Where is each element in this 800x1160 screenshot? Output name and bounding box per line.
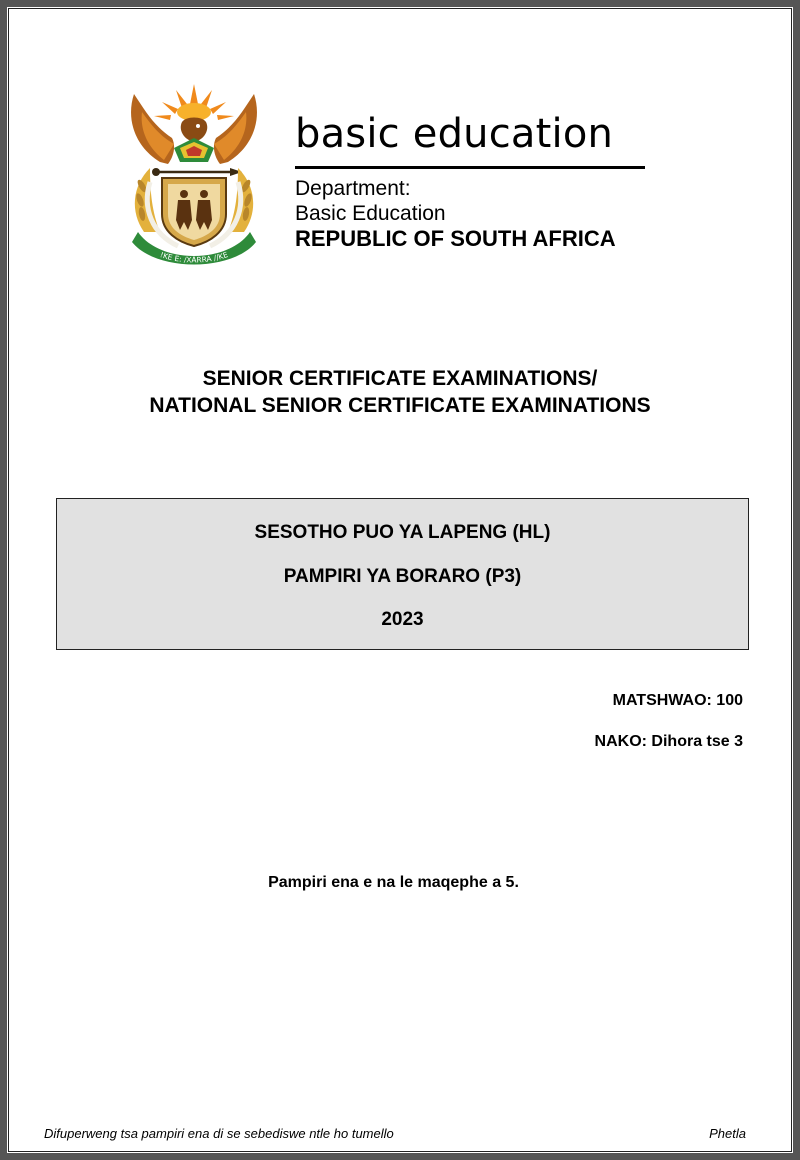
marks-total: MATSHWAO: 100 [612, 692, 743, 709]
exam-duration: NAKO: Dihora tse 3 [594, 733, 743, 750]
exam-year: 2023 [381, 609, 424, 630]
department-name: Basic Education [295, 202, 446, 225]
copyright-notice: Difuperweng tsa pampiri ena di se sebediswe ntle ho tumello [44, 1126, 394, 1141]
exam-title-line-2: NATIONAL SENIOR CERTIFICATE EXAMINATIONS [149, 394, 651, 417]
page-count-note: Pampiri ena e na le maqephe a 5. [268, 874, 519, 891]
turn-over-label: Phetla [709, 1126, 746, 1141]
subject-box [56, 498, 749, 650]
country-name: REPUBLIC OF SOUTH AFRICA [295, 226, 616, 251]
department-label: Department: [295, 177, 411, 200]
exam-title-line-1: SENIOR CERTIFICATE EXAMINATIONS/ [202, 367, 598, 390]
letterhead [120, 82, 660, 272]
subject-name: SESOTHO PUO YA LAPENG (HL) [254, 522, 551, 543]
paper-number: PAMPIRI YA BORARO (P3) [283, 566, 522, 587]
brand-title: basic education [295, 111, 614, 157]
brand-underline [295, 166, 645, 169]
coat-of-arms-icon [120, 82, 268, 267]
coat-of-arms-motto: !KE E: /XARRA //KE [158, 250, 230, 265]
